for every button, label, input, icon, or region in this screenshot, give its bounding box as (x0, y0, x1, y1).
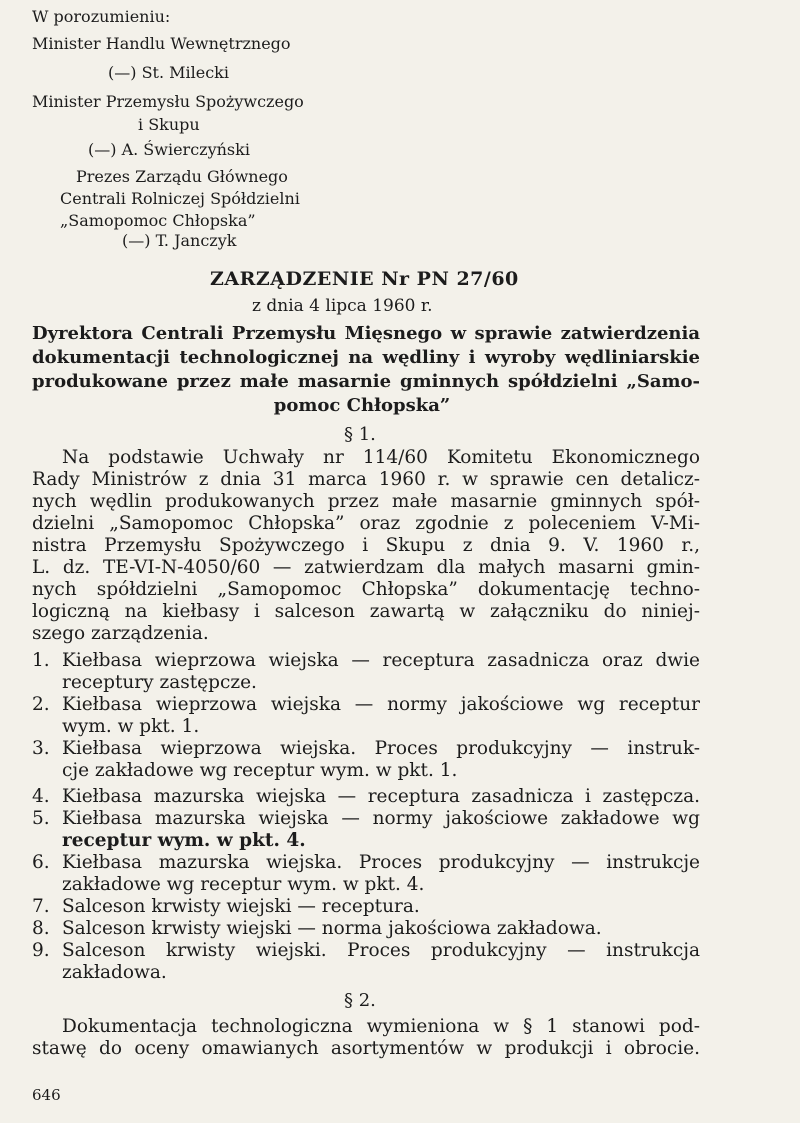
page-number: 646 (32, 1086, 61, 1104)
list-item-number: 2. (32, 694, 50, 715)
list-item (32, 808, 700, 852)
list-item-line: Salceson krwisty wiejski — receptura. (62, 896, 420, 917)
list-item-line: cje zakładowe wg receptur wym. w pkt. 1. (62, 760, 458, 781)
paragraph-line: nistra Przemysłu Spożywczego i Skupu z dnia 9. V. 1960 r., (32, 535, 700, 556)
paragraph-line: nych spółdzielni „Samopomoc Chłopska” dokumentację techno- (32, 579, 700, 600)
document-date: z dnia 4 lipca 1960 r. (252, 296, 433, 316)
list-item-line: Kiełbasa wieprzowa wiejska. Proces produkcyjny — instruk- (62, 738, 700, 759)
section-2-sign: § 2. (344, 990, 376, 1011)
list-item (32, 940, 700, 984)
list-item-number: 4. (32, 786, 50, 807)
list-item-line: Kiełbasa mazurska wiejska — receptura zasadnicza i zastępcza. (62, 786, 700, 807)
list-item-line: Salceson krwisty wiejski. Proces produkcyjny — instrukcja (62, 940, 700, 961)
list-item (32, 738, 700, 782)
paragraph-line: logiczną na kiełbasy i salceson zawartą w załączniku do niniej- (32, 601, 700, 622)
list-item-line: zakładowe wg receptur wym. w pkt. 4. (62, 874, 425, 895)
subtitle-line: produkowane przez małe masarnie gminnych spółdzielni „Samo- (32, 371, 700, 392)
paragraph-line: L. dz. TE-VI-N-4050/60 — zatwierdzam dla małych masarni gmin- (32, 557, 700, 578)
signature-minister-przemyslu-name: (—) A. Świerczyński (88, 140, 250, 159)
paragraph-line: Na podstawie Uchwały nr 114/60 Komitetu Ekonomicznego (62, 447, 700, 468)
item-list (32, 650, 700, 984)
signature-intro: W porozumieniu: (32, 7, 171, 26)
list-item-number: 7. (32, 896, 50, 917)
list-item-number: 5. (32, 808, 50, 829)
list-item (32, 694, 700, 738)
list-item-line: Kiełbasa mazurska wiejska. Proces produkcyjny — instrukcje (62, 852, 700, 873)
paragraph-line: szego zarządzenia. (32, 623, 209, 644)
list-item (32, 896, 700, 918)
document-title: ZARZĄDZENIE Nr PN 27/60 (210, 268, 519, 290)
subtitle-line: pomoc Chłopska” (273, 395, 451, 416)
list-item-line: Kiełbasa wieprzowa wiejska — receptura zasadnicza oraz dwie (62, 650, 700, 671)
section-1-paragraph (32, 447, 700, 645)
paragraph-line: Dokumentacja technologiczna wymieniona w § 1 stanowi pod- (62, 1016, 700, 1037)
list-item-number: 9. (32, 940, 50, 961)
list-item (32, 852, 700, 896)
list-item-number: 8. (32, 918, 50, 939)
list-item-number: 1. (32, 650, 50, 671)
signature-minister-przemyslu-title: Minister Przemysłu Spożywczego (32, 92, 304, 111)
signature-prezes-title-cont: Centrali Rolniczej Spółdzielni (60, 189, 300, 208)
list-item-line: receptury zastępcze. (62, 672, 257, 693)
list-item-number: 6. (32, 852, 50, 873)
list-item-number: 3. (32, 738, 50, 759)
signature-minister-handlu-name: (—) St. Milecki (108, 63, 229, 82)
document-subtitle (32, 322, 700, 418)
list-item (32, 650, 700, 694)
list-item-line: zakładowa. (62, 962, 167, 983)
list-item-line: Kiełbasa wieprzowa wiejska — normy jakościowe wg receptur (62, 694, 700, 715)
list-item-line: wym. w pkt. 1. (62, 716, 200, 737)
list-item-line: Salceson krwisty wiejski — norma jakościowa zakładowa. (62, 918, 602, 939)
subtitle-line: dokumentacji technologicznej na wędliny i wyroby wędliniarskie (32, 347, 700, 368)
paragraph-line: dzielni „Samopomoc Chłopska” oraz zgodnie z poleceniem V-Mi- (32, 513, 700, 534)
signature-minister-przemyslu-title-cont: i Skupu (138, 115, 200, 134)
list-item-line: receptur wym. w pkt. 4. (62, 830, 306, 851)
signature-prezes-title: Prezes Zarządu Głównego (76, 167, 288, 186)
list-item (32, 786, 700, 808)
paragraph-line: Rady Ministrów z dnia 31 marca 1960 r. w sprawie cen detalicz- (32, 469, 700, 490)
subtitle-line: Dyrektora Centrali Przemysłu Mięsnego w sprawie zatwierdzenia (32, 323, 700, 344)
signature-prezes-title-org: „Samopomoc Chłopska” (60, 211, 256, 230)
list-item (32, 918, 700, 940)
paragraph-line: nych wędlin produkowanych przez małe masarnie gminnych spół- (32, 491, 700, 512)
section-2-paragraph (32, 1016, 700, 1060)
signature-minister-handlu-title: Minister Handlu Wewnętrznego (32, 34, 291, 53)
section-1-sign: § 1. (344, 424, 376, 445)
list-item-line: Kiełbasa mazurska wiejska — normy jakościowe zakładowe wg (62, 808, 700, 829)
paragraph-line: stawę do oceny omawianych asortymentów w produkcji i obrocie. (32, 1038, 700, 1059)
signature-prezes-name: (—) T. Janczyk (122, 231, 237, 250)
